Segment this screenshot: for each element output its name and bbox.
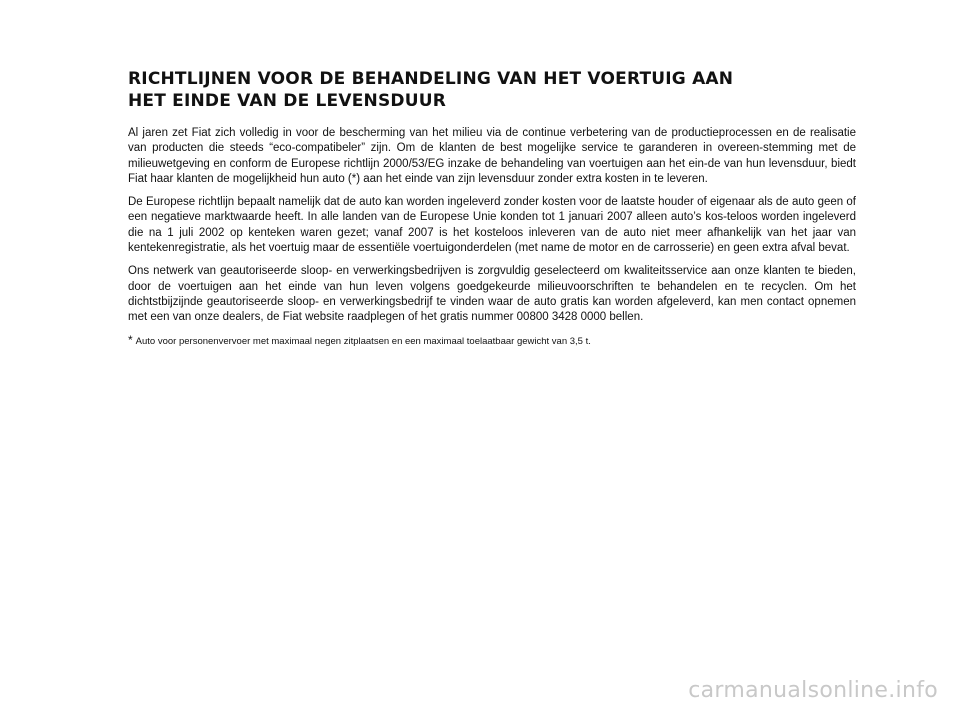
footnote-asterisk: * bbox=[128, 332, 133, 347]
watermark: carmanualsonline.info bbox=[688, 678, 938, 703]
footnote bbox=[128, 334, 856, 348]
paragraph-network: Ons netwerk van geautoriseerde sloop- en verwerkingsbedrijven is zorgvuldig geselecteerd om kwaliteitsservice aan onze klanten te bieden, door de voertuigen aan het einde van hun leven volgens goedgekeurde milieuvoorschriften te behandelen en te recyclen. Om het dichtstbijzijnde geautoriseerde sloop- en verwerkingsbedrijf te vinden waar de auto gratis kan worden afgeleverd, kan men contact opnemen met een van onze dealers, de Fiat website raadplegen of het gratis nummer 00800 3428 0000 bellen. bbox=[128, 265, 856, 324]
title-line-2: HET EINDE VAN DE LEVENSDUUR bbox=[128, 91, 447, 111]
page-title bbox=[128, 68, 856, 112]
paragraph-intro: Al jaren zet Fiat zich volledig in voor de bescherming van het milieu via de continue verbetering van de productieprocessen en de realisatie van producten die steeds “eco-compatibeler” zijn. Om de klanten de best mogelijke service te garanderen in overeen-stemming met de milieuwetgeving en conform de Europese richtlijn 2000/53/EG inzake de behandeling van voertuigen aan het ein-de van hun levensduur, biedt Fiat haar klanten de mogelijkheid hun auto (*) aan het einde van zijn levensduur zonder extra kosten in te leveren. bbox=[128, 127, 856, 185]
paragraph-directive: De Europese richtlijn bepaalt namelijk dat de auto kan worden ingeleverd zonder kosten voor de laatste houder of eigenaar als de auto geen of een negatieve marktwaarde heeft. In alle landen van de Europese Unie konden tot 1 januari 2007 alleen auto’s kos-teloos worden ingeleverd die na 1 juli 2002 op kenteken waren gezet; vanaf 2007 is het kosteloos inleveren van de auto niet meer afhankelijk van het jaar van kentekenregistratie, als het voertuig maar de essentiële voertuigonderdelen (met name de motor en de carrosserie) en geen extra afval bevat. bbox=[128, 196, 856, 255]
footnote-text: Auto voor personenvervoer met maximaal negen zitplaatsen en een maximaal toelaatbaar gewicht van 3,5 t. bbox=[135, 335, 591, 347]
title-line-1: RICHTLIJNEN VOOR DE BEHANDELING VAN HET VOERTUIG AAN bbox=[128, 69, 734, 89]
document-page bbox=[128, 68, 856, 348]
